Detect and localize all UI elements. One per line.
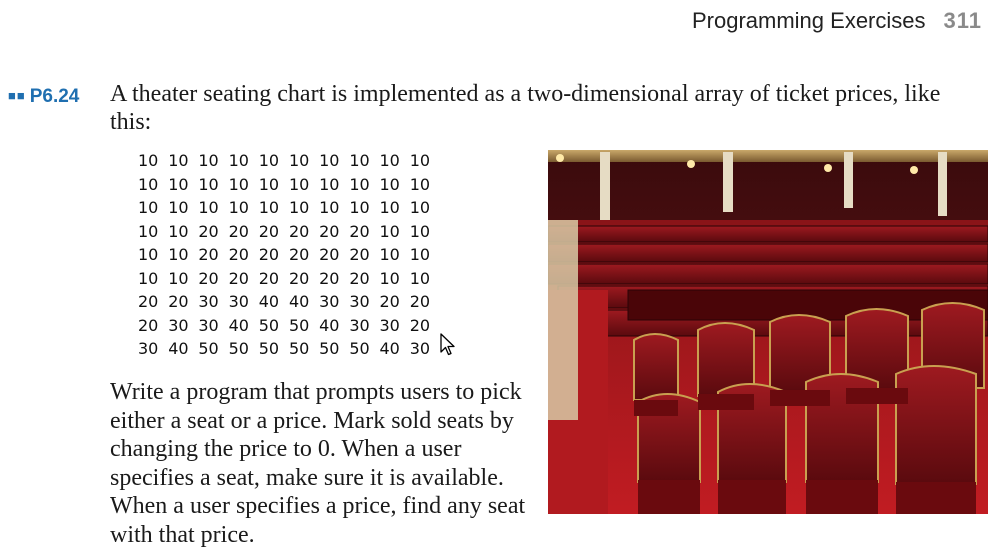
seat-price: 20	[409, 292, 431, 311]
seat-price: 10	[409, 268, 431, 288]
seat-price: 50	[349, 339, 370, 358]
exercise-body: Write a program that prompts users to pick either a seat or a price. Mark sold seats by changing the price to 0. When a user specifies a seat, make sure it is available. When a user specifies a price, find any seat with that price.	[110, 379, 526, 548]
seat-price: 30	[349, 292, 370, 311]
seat-row	[138, 220, 440, 244]
exercise-marker	[8, 86, 79, 108]
seat-price: 10	[168, 174, 189, 194]
seat-price: 20	[168, 292, 189, 311]
seat-price: 10	[168, 151, 189, 170]
seat-price: 10	[349, 198, 370, 217]
seat-price: 40	[228, 315, 249, 335]
seat-row	[138, 149, 440, 173]
seat-price: 20	[198, 221, 219, 241]
exercise-intro: A theater seating chart is implemented as a two-dimensional array of ticket prices, like this:	[110, 81, 941, 135]
seat-price: 30	[228, 292, 249, 311]
seat-price: 50	[288, 339, 310, 358]
seat-price: 20	[258, 221, 280, 241]
seat-price: 40	[319, 315, 340, 335]
seat-row	[138, 314, 440, 338]
seat-price: 20	[138, 315, 159, 335]
seat-price: 20	[379, 292, 400, 311]
seat-price: 20	[288, 245, 310, 264]
theater-seats-photo	[548, 150, 988, 514]
seat-price: 40	[168, 339, 189, 358]
seat-price: 10	[198, 151, 219, 170]
seat-row	[138, 173, 440, 197]
seat-price: 20	[198, 268, 219, 288]
seat-price: 10	[138, 245, 159, 264]
seat-price: 30	[319, 292, 340, 311]
seat-price: 20	[258, 268, 280, 288]
seat-row	[138, 196, 440, 220]
difficulty-dots: ■■	[8, 88, 26, 103]
seat-price: 20	[349, 268, 370, 288]
seat-price: 10	[319, 151, 340, 170]
seat-price: 10	[319, 198, 340, 217]
seat-price: 40	[379, 339, 400, 358]
seat-price: 30	[409, 339, 431, 358]
seat-price: 10	[409, 198, 431, 217]
seat-row	[138, 267, 440, 291]
seat-price: 10	[288, 198, 310, 217]
seat-price: 20	[288, 268, 310, 288]
exercise-id: P6.24	[29, 86, 80, 107]
seat-price: 10	[409, 151, 431, 170]
seat-price: 20	[228, 221, 249, 241]
seat-price: 50	[198, 339, 219, 358]
seat-price: 50	[258, 339, 280, 358]
seat-price: 10	[138, 151, 159, 170]
seat-price: 30	[168, 315, 189, 335]
seat-price: 20	[319, 268, 340, 288]
seat-price: 20	[319, 221, 340, 241]
seat-price: 10	[379, 245, 400, 264]
seat-price: 10	[288, 174, 310, 194]
page-number: 311	[943, 8, 982, 33]
seat-price: 30	[379, 315, 400, 335]
seating-chart	[138, 149, 440, 361]
seat-row	[138, 290, 440, 314]
seat-price: 20	[258, 245, 280, 264]
seat-price: 10	[379, 268, 400, 288]
seat-price: 10	[168, 221, 189, 241]
seat-price: 10	[228, 174, 249, 194]
seat-price: 20	[349, 221, 370, 241]
seat-price: 10	[168, 268, 189, 288]
seat-price: 10	[409, 245, 431, 264]
seat-price: 10	[379, 221, 400, 241]
seat-price: 10	[409, 174, 431, 194]
seat-price: 20	[228, 245, 249, 264]
seat-price: 50	[319, 339, 340, 358]
mouse-pointer-icon	[440, 333, 456, 357]
seat-price: 10	[409, 221, 431, 241]
seat-price: 20	[349, 245, 370, 264]
seat-price: 10	[319, 174, 340, 194]
seat-price: 10	[138, 198, 159, 217]
seat-price: 20	[138, 292, 159, 311]
seat-price: 10	[228, 198, 249, 217]
seat-price: 10	[168, 245, 189, 264]
seat-price: 10	[349, 151, 370, 170]
seat-price: 10	[379, 174, 400, 194]
seat-price: 50	[228, 339, 249, 358]
seat-row	[138, 337, 440, 361]
seat-price: 10	[258, 198, 280, 217]
seat-price: 30	[349, 315, 370, 335]
seat-price: 20	[288, 221, 310, 241]
seat-price: 10	[138, 221, 159, 241]
seat-price: 20	[319, 245, 340, 264]
seat-price: 30	[198, 315, 219, 335]
seat-price: 10	[379, 198, 400, 217]
seat-price: 10	[198, 174, 219, 194]
seat-price: 10	[168, 198, 189, 217]
seat-price: 10	[288, 151, 310, 170]
seat-price: 10	[228, 151, 249, 170]
running-head-title: Programming Exercises	[691, 8, 926, 33]
seat-price: 10	[138, 174, 159, 194]
seat-price: 30	[198, 292, 219, 311]
seat-price: 50	[258, 315, 280, 335]
seat-row	[138, 243, 440, 267]
seat-price: 10	[258, 151, 280, 170]
seat-price: 10	[379, 151, 400, 170]
running-head	[692, 8, 982, 34]
seat-price: 20	[198, 245, 219, 264]
seat-price: 10	[198, 198, 219, 217]
seat-price: 40	[258, 292, 280, 311]
seat-price: 20	[228, 268, 249, 288]
seat-price: 10	[138, 268, 159, 288]
seat-price: 10	[258, 174, 280, 194]
seat-price: 20	[409, 315, 431, 335]
seat-price: 40	[288, 292, 310, 311]
seat-price: 30	[138, 339, 159, 358]
seat-price: 50	[288, 315, 310, 335]
seat-price: 10	[349, 174, 370, 194]
